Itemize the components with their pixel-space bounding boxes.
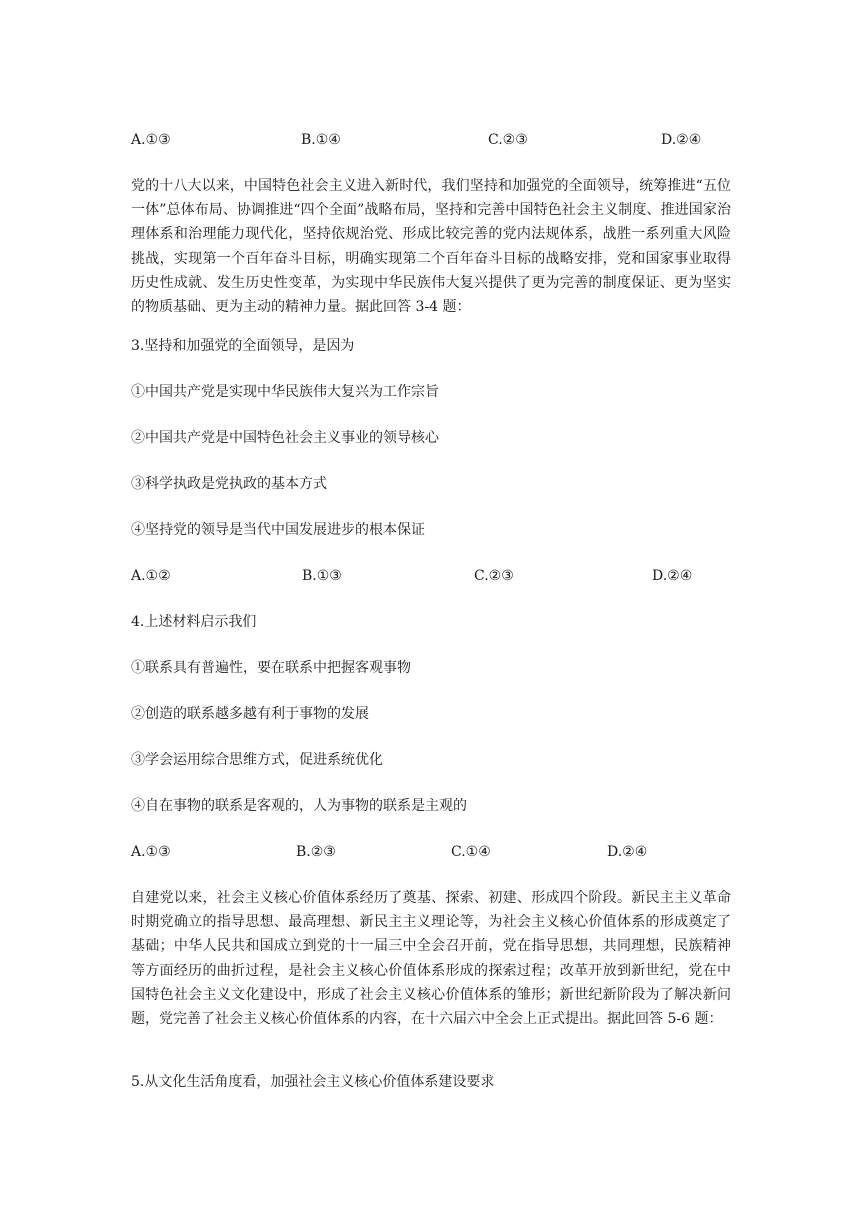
q4-stem: 4.上述材料启示我们 bbox=[131, 614, 257, 630]
q3-item-1: ①中国共产党是实现中华民族伟大复兴为工作宗旨 bbox=[131, 384, 439, 400]
q3-item-4: ④坚持党的领导是当代中国发展进步的根本保证 bbox=[131, 522, 425, 538]
material-paragraph-2: 自建党以来，社会主义核心价值体系经历了奠基、探索、初建、形成四个阶段。新民主主义革命时期党确立的指导思想、最高理想、新民主主义理论等，为社会主义核心价值体系的形成奠定了基础；中华人民共和国成立到党的十一届三中全会召开前，党在指导思想，共同理想，民族精神等方面经历的曲折过程，是社会主义核心价值体系形成的探索过程；改革开放到新世纪，党在中国特色社会主义文化建设中，形成了社会主义核心价值体系的雏形；新世纪新阶段为了解决新问题，党完善了社会主义核心价值体系的内容，在十六届六中全会上正式提出。据此回答 5-6 题： bbox=[131, 890, 731, 1028]
q4-option-b[interactable]: B.②③ bbox=[296, 844, 336, 860]
q4-item-4: ④自在事物的联系是客观的，人为事物的联系是主观的 bbox=[131, 798, 467, 814]
q3-option-d[interactable]: D.②④ bbox=[652, 568, 693, 584]
material-paragraph-1: 党的十八大以来，中国特色社会主义进入新时代，我们坚持和加强党的全面领导，统筹推进“五位一体”总体布局、协调推进“四个全面”战略布局，坚持和完善中国特色社会主义制度、推进国家治理体系和治理能力现代化，坚持依规治党、形成比较完善的党内法规体系，战胜一系列重大风险挑战，实现第一个百年奋斗目标，明确实现第二个百年奋斗目标的战略安排，党和国家事业取得历史性成就、发生历史性变革，为实现中华民族伟大复兴提供了更为完善的制度保证、更为坚实的物质基础、更为主动的精神力量。据此回答 3-4 题： bbox=[131, 178, 731, 316]
q3-option-b[interactable]: B.①③ bbox=[302, 568, 342, 584]
q2-option-a[interactable]: A.①③ bbox=[131, 132, 171, 148]
q2-option-d[interactable]: D.②④ bbox=[661, 132, 702, 148]
q5-stem: 5.从文化生活角度看，加强社会主义核心价值体系建设要求 bbox=[131, 1074, 495, 1090]
q3-item-2: ②中国共产党是中国特色社会主义事业的领导核心 bbox=[131, 430, 439, 446]
q3-stem: 3.坚持和加强党的全面领导，是因为 bbox=[131, 338, 355, 354]
q4-item-2: ②创造的联系越多越有利于事物的发展 bbox=[131, 706, 369, 722]
q4-option-d[interactable]: D.②④ bbox=[607, 844, 648, 860]
q4-item-3: ③学会运用综合思维方式，促进系统优化 bbox=[131, 752, 383, 768]
q4-item-1: ①联系具有普遍性，要在联系中把握客观事物 bbox=[131, 660, 411, 676]
q2-option-c[interactable]: C.②③ bbox=[488, 132, 528, 148]
q3-option-c[interactable]: C.②③ bbox=[474, 568, 514, 584]
q4-option-c[interactable]: C.①④ bbox=[451, 844, 491, 860]
q3-item-3: ③科学执政是党执政的基本方式 bbox=[131, 476, 327, 492]
q4-option-a[interactable]: A.①③ bbox=[131, 844, 171, 860]
q3-option-a[interactable]: A.①② bbox=[131, 568, 171, 584]
q2-option-b[interactable]: B.①④ bbox=[301, 132, 341, 148]
